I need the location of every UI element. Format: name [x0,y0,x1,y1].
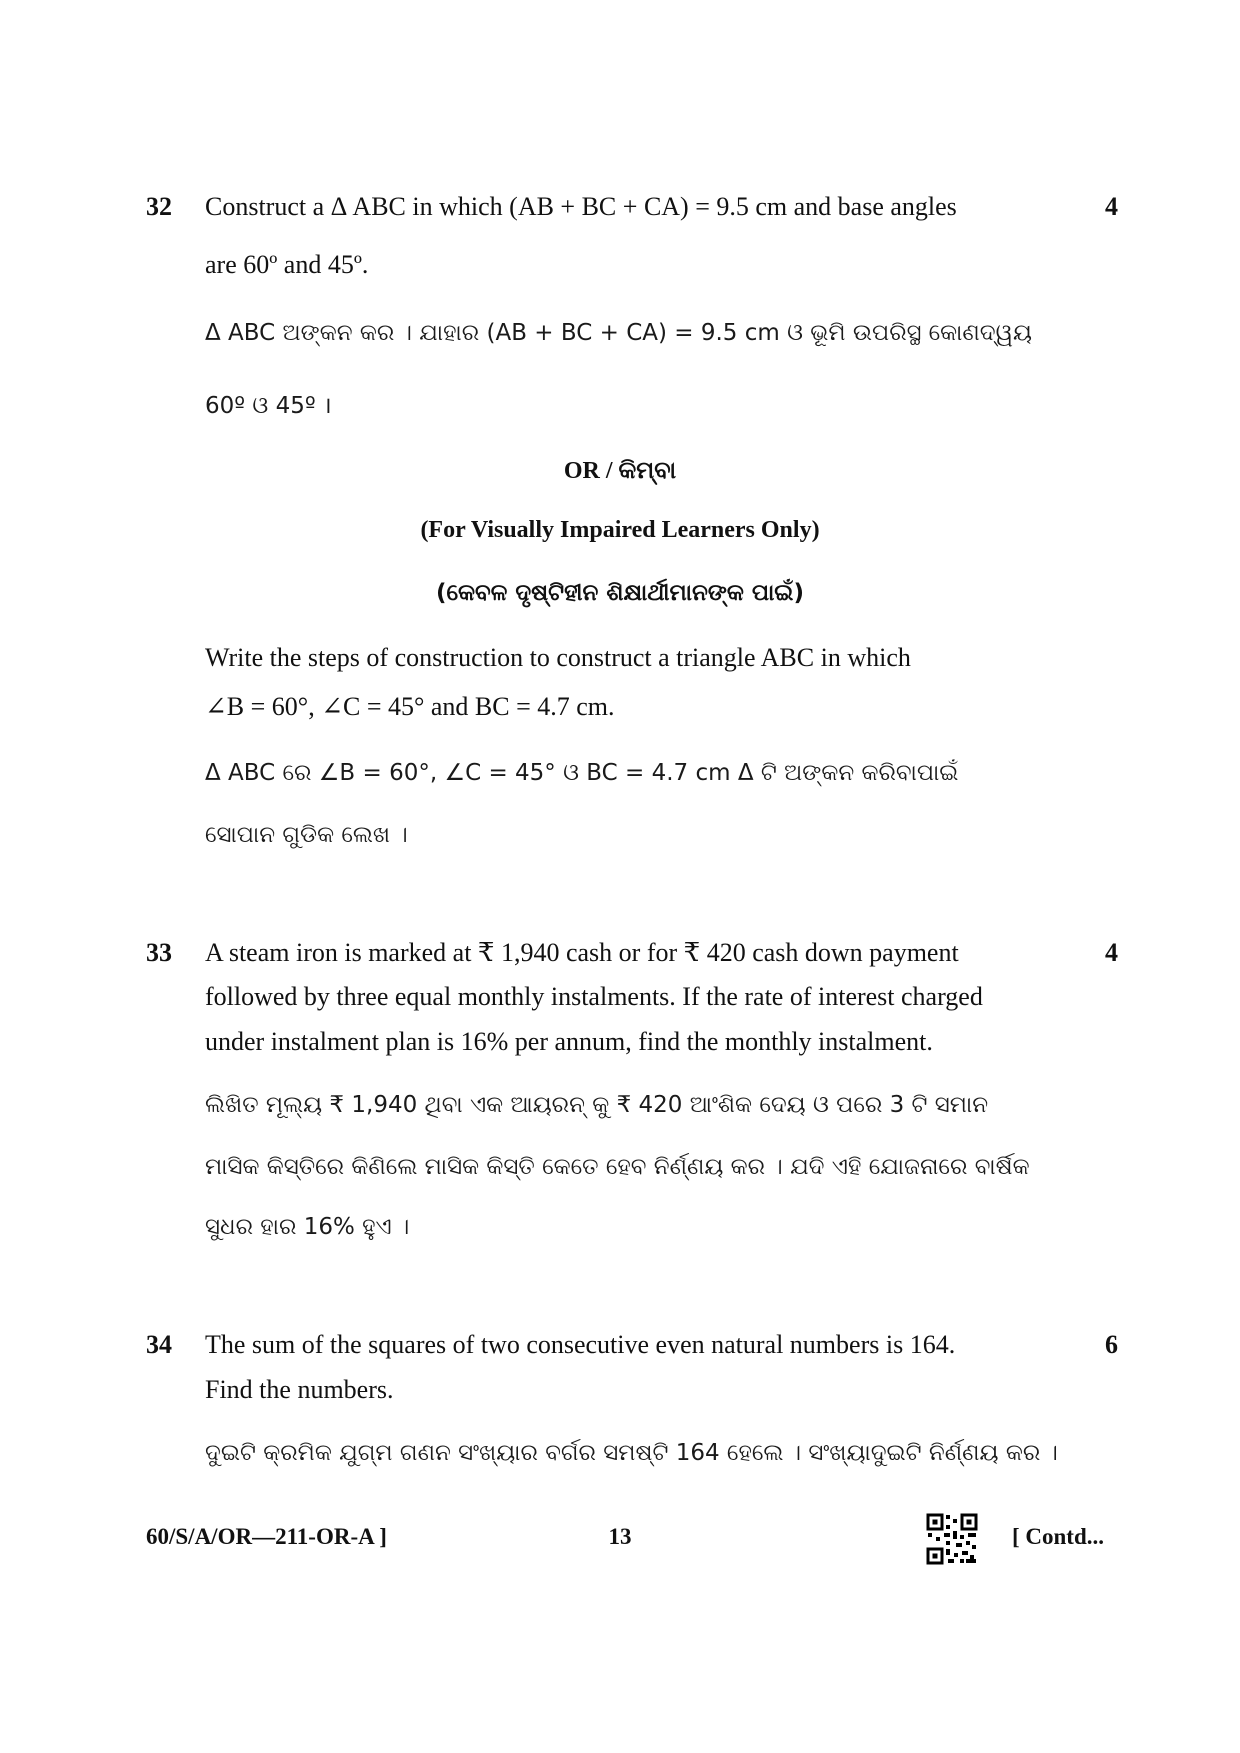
question-text-en: Find the numbers. [205,1375,394,1404]
question-text-odia: 60º ଓ 45º । [205,393,332,419]
question-number: 33 [146,938,172,967]
question-text-odia: ମାସିକ କିସ୍ତିରେ କିଣିଲେ ମାସିକ କିସ୍ତି କେତେ ହେବ ନିର୍ଣ୍ଣୟ କର । ଯଦି ଏହି ଯୋଜନାରେ ବାର୍ଷିକ [205,1154,1030,1180]
question-text-odia: ଲିଖିତ ମୂଲ୍ୟ ₹ 1,940 ଥିବା ଏକ ଆୟରନ୍ କୁ ₹ 420 ଆଂଶିକ ଦେୟ ଓ ପରେ 3 ଟି ସମାନ [205,1092,989,1118]
page-number: 13 [608,1524,632,1549]
question-text-en: Construct a Δ ABC in which (AB + BC + CA) = 9.5 cm and base angles [205,192,957,221]
continued-label: [ Contd... [1012,1524,1105,1549]
alternate-question-text-odia: Δ ABC ରେ ∠B = 60°, ∠C = 45° ଓ BC = 4.7 cm Δ ଟି ଅଙ୍କନ କରିବାପାଇଁ [205,760,959,786]
or-label: OR / କିମ୍ବା [563,458,677,484]
question-marks: 6 [1105,1330,1118,1359]
question-text-en: are 60º and 45º. [205,250,369,279]
question-text-odia: ସୁଧର ହାର 16% ହୁଏ । [205,1214,410,1240]
question-text-en: followed by three equal monthly instalments. If the rate of interest charged [205,982,983,1011]
question-text-en: The sum of the squares of two consecutive even natural numbers is 164. [205,1330,956,1359]
question-number: 32 [146,192,172,221]
question-text-odia: Δ ABC ଅଙ୍କନ କର । ଯାହାର (AB + BC + CA) = 9.5 cm ଓ ଭୂମି ଉପରିସ୍ଥ କୋଣଦ୍ୱୟ [205,320,1032,346]
qr-code-icon [926,1513,978,1565]
alternate-question-text-en: ∠B = 60°, ∠C = 45° and BC = 4.7 cm. [205,692,615,721]
alternate-question-text-odia: ସୋପାନ ଗୁଡିକ ଲେଖ । [205,822,408,848]
alternate-question-text-en: Write the steps of construction to construct a triangle ABC in which [205,643,911,672]
question-marks: 4 [1105,192,1118,221]
question-text-en: under instalment plan is 16% per annum, find the monthly instalment. [205,1027,933,1056]
question-text-odia: ଦୁଇଟି କ୍ରମିକ ଯୁଗ୍ମ ଗଣନ ସଂଖ୍ୟାର ବର୍ଗର ସମଷ୍ଟି 164 ହେଲେ । ସଂଖ୍ୟାଦୁଇଟି ନିର୍ଣ୍ଣୟ କର । [205,1440,1058,1466]
visually-impaired-heading-odia: (କେବଳ ଦୃଷ୍ଟିହୀନ ଶିକ୍ଷାର୍ଥୀମାନଙ୍କ ପାଇଁ) [436,580,804,606]
question-marks: 4 [1105,938,1118,967]
question-text-en: A steam iron is marked at ₹ 1,940 cash or for ₹ 420 cash down payment [205,938,959,967]
visually-impaired-heading-en: (For Visually Impaired Learners Only) [420,517,820,543]
paper-code: 60/S/A/OR—211-OR-A ] [146,1524,387,1549]
question-number: 34 [146,1330,172,1359]
